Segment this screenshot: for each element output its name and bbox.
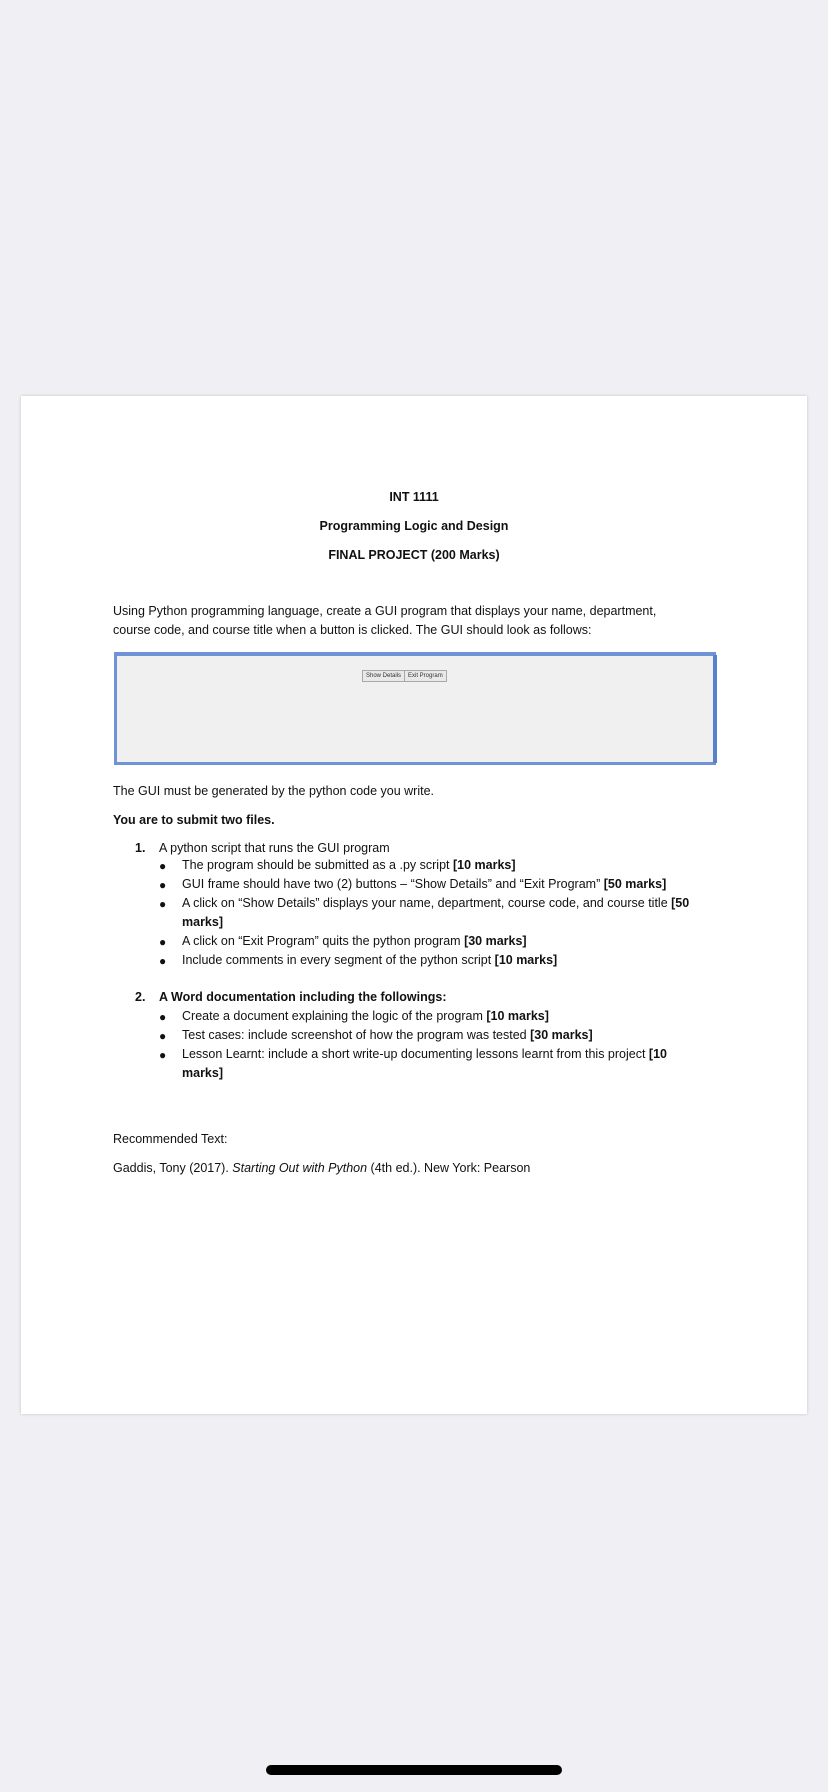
document-page <box>21 396 807 1414</box>
reference-citation <box>113 1159 530 1178</box>
bullet-dot: ● <box>159 859 167 873</box>
bullet-marks: [50 marks] <box>603 877 667 891</box>
bullet-text: Include comments in every segment of the python script <box>182 953 495 967</box>
item-2-bullet-3 <box>182 1045 667 1083</box>
bullet-dot: ● <box>159 878 167 892</box>
exit-program-sample-button: Exit Program <box>405 670 447 682</box>
bullet-marks-continued: marks] <box>182 915 223 929</box>
intro-line-1: Using Python programming language, create a GUI program that displays your name, department, <box>113 604 657 618</box>
item-2-number: 2. <box>135 990 146 1004</box>
bullet-dot: ● <box>159 1029 167 1043</box>
item-1-bullet-1 <box>182 856 516 875</box>
recommended-text-label: Recommended Text: <box>113 1132 228 1146</box>
bullet-dot: ● <box>159 954 167 968</box>
bullet-dot: ● <box>159 935 167 949</box>
bullet-dot: ● <box>159 897 167 911</box>
bullet-marks: [30 marks] <box>464 934 527 948</box>
bullet-text: Create a document explaining the logic of the program <box>182 1009 487 1023</box>
reference-publisher: (4th ed.). New York: Pearson <box>367 1161 531 1175</box>
bullet-marks-continued: marks] <box>182 1066 223 1080</box>
reference-author-year: Gaddis, Tony (2017). <box>113 1161 233 1175</box>
bullet-marks: [10 marks] <box>486 1009 549 1023</box>
item-2-bullet-1 <box>182 1007 549 1026</box>
item-2-heading: A Word documentation including the followings: <box>159 990 447 1004</box>
bullet-marks: [50 <box>671 896 690 910</box>
bullet-text: Lesson Learnt: include a short write-up documenting lessons learnt from this project <box>182 1047 649 1061</box>
bullet-dot: ● <box>159 1010 167 1024</box>
gui-note: The GUI must be generated by the python code you write. <box>113 784 435 798</box>
bullet-text: A click on “Show Details” displays your name, department, course code, and course title <box>182 896 672 910</box>
home-indicator-bar[interactable] <box>266 1765 562 1775</box>
bullet-text: GUI frame should have two (2) buttons – “Show Details” and “Exit Program” <box>182 877 604 891</box>
bullet-marks: [10 marks] <box>452 858 516 872</box>
submit-heading: You are to submit two files. <box>113 813 275 827</box>
reference-book-title: Starting Out with Python <box>232 1161 368 1175</box>
course-code-heading: INT 1111 <box>389 490 439 504</box>
item-1-number: 1. <box>135 841 146 855</box>
intro-line-2: course code, and course title when a button is clicked. The GUI should look as follows: <box>113 623 592 637</box>
item-1-heading: A python script that runs the GUI program <box>159 841 390 855</box>
bullet-marks: [10 marks] <box>494 953 558 967</box>
project-title-heading: FINAL PROJECT (200 Marks) <box>328 548 500 562</box>
bullet-text: The program should be submitted as a .py script <box>182 858 453 872</box>
item-1-bullet-4 <box>182 932 527 951</box>
gui-sample-buttons <box>362 670 447 682</box>
course-title-heading: Programming Logic and Design <box>319 519 509 533</box>
item-1-bullet-5 <box>182 951 557 970</box>
show-details-sample-button: Show Details <box>362 670 405 682</box>
bullet-text: A click on “Exit Program” quits the python program <box>182 934 465 948</box>
bullet-marks: [30 marks] <box>530 1028 593 1042</box>
bullet-dot: ● <box>159 1048 167 1062</box>
gui-sample-frame <box>114 652 716 765</box>
bullet-text: Test cases: include screenshot of how the program was tested <box>182 1028 531 1042</box>
bullet-marks: [10 <box>648 1047 667 1061</box>
item-1-bullet-2 <box>182 875 666 894</box>
item-1-bullet-3 <box>182 894 689 932</box>
item-2-bullet-2 <box>182 1026 593 1045</box>
